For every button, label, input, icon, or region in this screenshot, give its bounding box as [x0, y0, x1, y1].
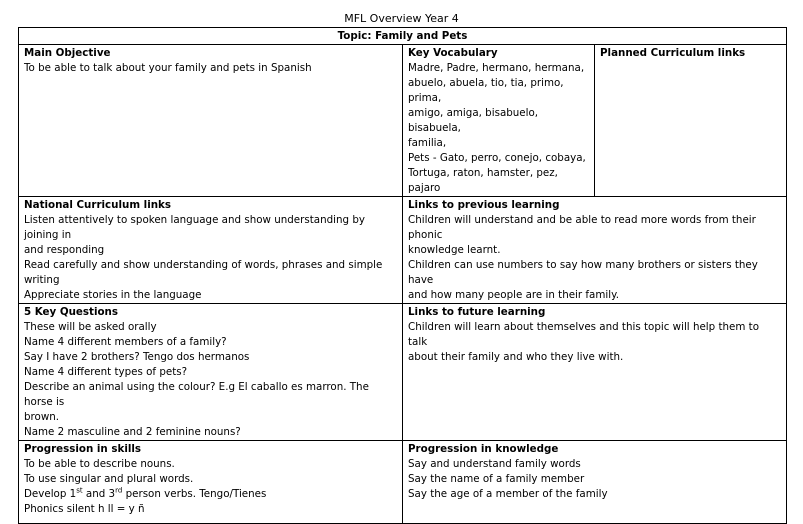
vocab-line: Tortuga, raton, hamster, pez, [408, 167, 558, 179]
national-curriculum-line: and responding [24, 244, 105, 256]
vocab-line: Pets - Gato, perro, conejo, cobaya, [408, 152, 586, 164]
progression-skills-line: Phonics silent h ll = y ñ [24, 503, 145, 515]
progression-skills-line: To use singular and plural words. [24, 473, 194, 485]
key-question-line: Say I have 2 brothers? Tengo dos hermanos [24, 351, 250, 363]
national-curriculum-line: Listen attentively to spoken language and show understanding by joining in [24, 214, 365, 241]
row-curriculum [19, 197, 787, 304]
progression-skills-line [24, 487, 397, 502]
overview-table [18, 27, 787, 524]
vocab-line: abuelo, abuela, tio, tia, primo, prima, [408, 77, 564, 104]
ordinal-first: st [76, 486, 83, 495]
progression-knowledge-line: Say the age of a member of the family [408, 488, 608, 500]
verbs-text-b: and 3 [82, 488, 116, 500]
ordinal-third: rd [115, 486, 123, 495]
key-vocabulary-heading: Key Vocabulary [408, 47, 498, 59]
previous-learning-line: Children will understand and be able to read more words from their phonic [408, 214, 756, 241]
previous-learning-line: and how many people are in their family. [408, 289, 620, 301]
key-question-line: Name 4 different members of a family? [24, 336, 227, 348]
progression-knowledge-line: Say and understand family words [408, 458, 581, 470]
vocab-line: amigo, amiga, bisabuelo, bisabuela, [408, 107, 539, 134]
progression-knowledge-cell [403, 441, 787, 524]
key-questions-heading: 5 Key Questions [24, 306, 119, 318]
progression-skills-line: To be able to describe nouns. [24, 458, 175, 470]
main-objective-heading: Main Objective [24, 47, 111, 59]
key-question-line: Name 2 masculine and 2 feminine nouns? [24, 426, 241, 438]
main-objective-cell [19, 45, 403, 197]
topic-row [19, 28, 787, 45]
key-question-line: brown. [24, 411, 60, 423]
progression-knowledge-line: Say the name of a family member [408, 473, 585, 485]
key-vocabulary-cell [403, 45, 595, 197]
future-learning-line: about their family and who they live with. [408, 351, 624, 363]
progression-knowledge-heading: Progression in knowledge [408, 443, 559, 455]
previous-learning-line: Children can use numbers to say how many brothers or sisters they have [408, 259, 758, 286]
national-curriculum-line: Appreciate stories in the language [24, 289, 202, 301]
future-learning-line: Children will learn about themselves and this topic will help them to talk [408, 321, 760, 348]
topic-cell: Topic: Family and Pets [19, 28, 787, 45]
verbs-text-a: Develop 1 [24, 488, 77, 500]
key-question-line: These will be asked orally [24, 321, 157, 333]
national-curriculum-cell [19, 197, 403, 304]
future-learning-cell [403, 304, 787, 441]
previous-learning-cell [403, 197, 787, 304]
progression-skills-heading: Progression in skills [24, 443, 142, 455]
key-question-line: Name 4 different types of pets? [24, 366, 188, 378]
row-objective [19, 45, 787, 197]
vocab-line: pajaro [408, 182, 441, 194]
vocab-line: familia, [408, 137, 447, 149]
key-question-line: Describe an animal using the colour? E.g El caballo es marron. The horse is [24, 381, 369, 408]
previous-learning-line: knowledge learnt. [408, 244, 501, 256]
verbs-text-c: person verbs. Tengo/Tienes [122, 488, 267, 500]
row-progression [19, 441, 787, 524]
row-questions [19, 304, 787, 441]
progression-skills-cell [19, 441, 403, 524]
key-questions-cell [19, 304, 403, 441]
planned-curriculum-heading: Planned Curriculum links [600, 47, 746, 59]
national-curriculum-line: Read carefully and show understanding of words, phrases and simple [24, 259, 383, 271]
planned-curriculum-cell [595, 45, 787, 197]
document-title: MFL Overview Year 4 [344, 12, 459, 25]
future-learning-heading: Links to future learning [408, 306, 546, 318]
main-objective-text: To be able to talk about your family and pets in Spanish [24, 62, 312, 74]
vocab-line: Madre, Padre, hermano, hermana, [408, 62, 585, 74]
national-curriculum-heading: National Curriculum links [24, 199, 172, 211]
national-curriculum-line: writing [24, 274, 60, 286]
previous-learning-heading: Links to previous learning [408, 199, 560, 211]
